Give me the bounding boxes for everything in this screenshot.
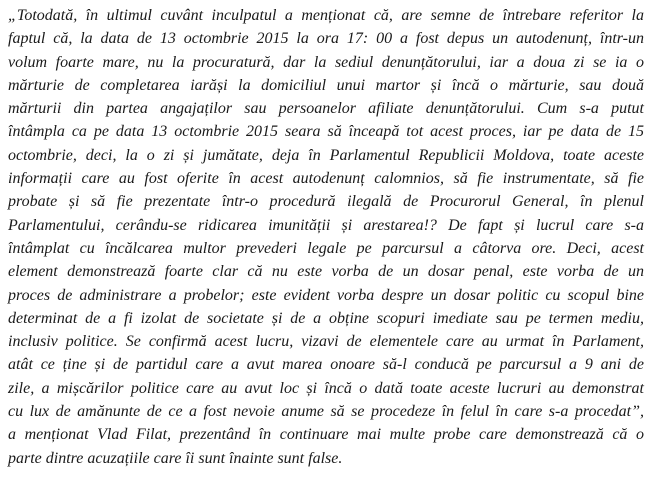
text-line: volum foarte mare, nu la procuratură, dar la sediul denunțătorului, iar a doua zi se ia o <box>8 53 644 71</box>
text-line: mărturii din partea angajaților sau persoanelor afiliate denunțătorului. Cum s-a putut <box>8 100 644 118</box>
text-line: inclusiv politice. Se confirmă acest lucru, vizavi de elementele care au urmat în Parlament, <box>8 333 644 351</box>
text-line: determinat de a fi izolat de societate și de a obține scopuri imediate sau pe termen mediu, <box>8 309 644 327</box>
text-line: Parlamentului, cerându-se ridicarea imunității și arestarea!? De fapt și lucrul care s-a <box>8 216 644 234</box>
text-line: mărturie de completarea iarăși la domiciliul unui martor și încă o mărturie, sau două <box>8 76 644 94</box>
text-line: element demonstrează foarte clar că nu este vorba de un dosar penal, este vorba de un <box>8 263 644 281</box>
text-line: proces de administrare a probelor; este evident vorba despre un dosar politic cu scopul bine <box>8 286 644 304</box>
text-line: faptul că, la data de 13 octombrie 2015 la ora 17: 00 a fost depus un autodenunț, într-un <box>8 30 644 48</box>
text-line: întâmpla ca pe data 13 octombrie 2015 seara să înceapă tot acest proces, iar pe data de 15 <box>8 123 644 141</box>
text-line: atât ce ține și de partidul care a avut marea onoare să-l conducă pe parcursul a 9 ani de <box>8 356 644 374</box>
text-line: octombrie, deci, la o zi și jumătate, deja în Parlamentul Republicii Moldova, toate aceste <box>8 146 644 164</box>
text-line: probate și să fie prezentate într-o procedură ilegală de Procurorul General, în plenul <box>8 193 644 211</box>
text-line: a menționat Vlad Filat, prezentând în continuare mai multe probe care demonstrează că o <box>8 426 644 444</box>
quote-paragraph <box>8 4 644 470</box>
text-line: informații care au fost oferite în acest autodenunț calomnios, să fie instrumentate, să fie <box>8 170 644 188</box>
text-line: „Totodată, în ultimul cuvânt inculpatul a menționat că, are semne de întrebare referitor la <box>8 7 644 24</box>
text-line: zile, a mișcărilor politice care au avut loc și încă o dată toate aceste lucruri au demonstrat <box>8 379 644 397</box>
text-line: parte dintre acuzațiile care îi sunt înainte sunt false. <box>8 449 343 467</box>
text-line: cu lux de amănunte de ce a fost nevoie anume să se procedeze în felul în care s-a procedat”, <box>8 403 644 421</box>
text-line: întâmplat cu încălcarea multor prevederi legale pe parcursul a câtorva ore. Deci, acest <box>8 239 644 257</box>
